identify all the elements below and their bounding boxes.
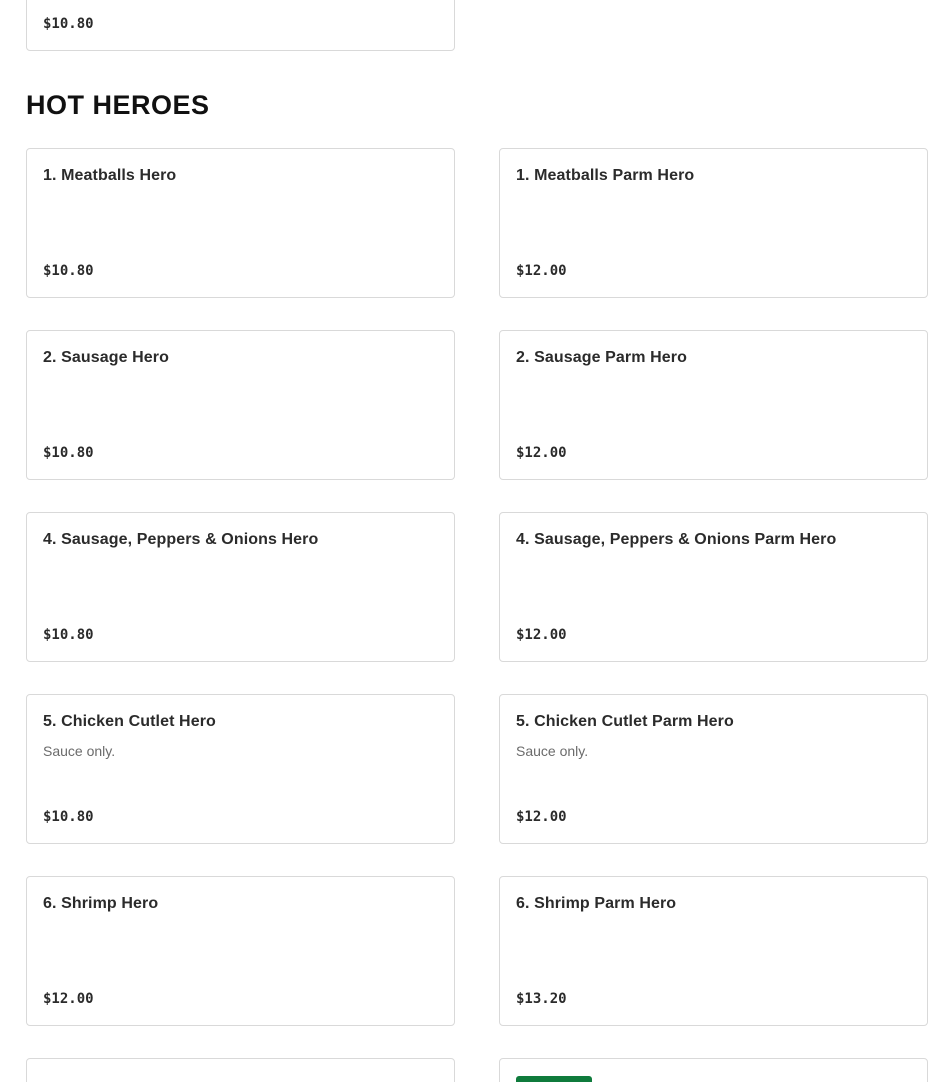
menu-item-name: 4. Sausage, Peppers & Onions Hero xyxy=(43,531,319,548)
menu-item-price: $12.00 xyxy=(516,445,567,461)
menu-item-name: 5. Chicken Cutlet Hero xyxy=(43,713,216,730)
menu-item-name: 6. Shrimp Parm Hero xyxy=(516,895,677,912)
menu-item-card[interactable] xyxy=(26,876,455,1026)
section-title: HOT HEROES xyxy=(26,90,210,120)
menu-item-price: $10.80 xyxy=(43,627,94,643)
menu-item-name: 5. Chicken Cutlet Parm Hero xyxy=(516,713,734,730)
menu-item-card[interactable] xyxy=(26,512,455,662)
menu-item-name: 1. Meatballs Hero xyxy=(43,167,177,184)
menu-item-description: Sauce only. xyxy=(516,743,589,759)
menu-item-card[interactable] xyxy=(26,0,455,51)
menu-item-price: $10.80 xyxy=(43,809,94,825)
menu-item-card[interactable] xyxy=(499,876,928,1026)
menu-item-price: $12.00 xyxy=(516,627,567,643)
menu-item-card[interactable] xyxy=(499,694,928,844)
menu-item-name: 1. Meatballs Parm Hero xyxy=(516,167,695,184)
menu-item-price: $12.00 xyxy=(516,263,567,279)
menu-item-name: 4. Sausage, Peppers & Onions Parm Hero xyxy=(516,531,837,548)
menu-item-name: 6. Shrimp Hero xyxy=(43,895,159,912)
menu-item-price: $12.00 xyxy=(43,991,94,1007)
menu-item-name: 2. Sausage Hero xyxy=(43,349,169,366)
menu-item-price: $13.20 xyxy=(516,991,567,1007)
menu-item-price: $12.00 xyxy=(516,809,567,825)
menu-item-card[interactable] xyxy=(499,512,928,662)
menu-item-card[interactable] xyxy=(26,330,455,480)
menu-item-card[interactable] xyxy=(26,148,455,298)
menu-item-card[interactable] xyxy=(26,694,455,844)
menu-item-description: Sauce only. xyxy=(43,743,116,759)
menu-item-card[interactable] xyxy=(26,1058,455,1082)
menu-item-card[interactable] xyxy=(499,148,928,298)
menu-item-price: $10.80 xyxy=(43,16,94,32)
menu-item-price: $10.80 xyxy=(43,445,94,461)
menu-item-name: 2. Sausage Parm Hero xyxy=(516,349,687,366)
menu-item-price: $10.80 xyxy=(43,263,94,279)
popular-badge xyxy=(516,1076,592,1082)
menu-item-card[interactable] xyxy=(499,1058,928,1082)
menu-item-card[interactable] xyxy=(499,330,928,480)
